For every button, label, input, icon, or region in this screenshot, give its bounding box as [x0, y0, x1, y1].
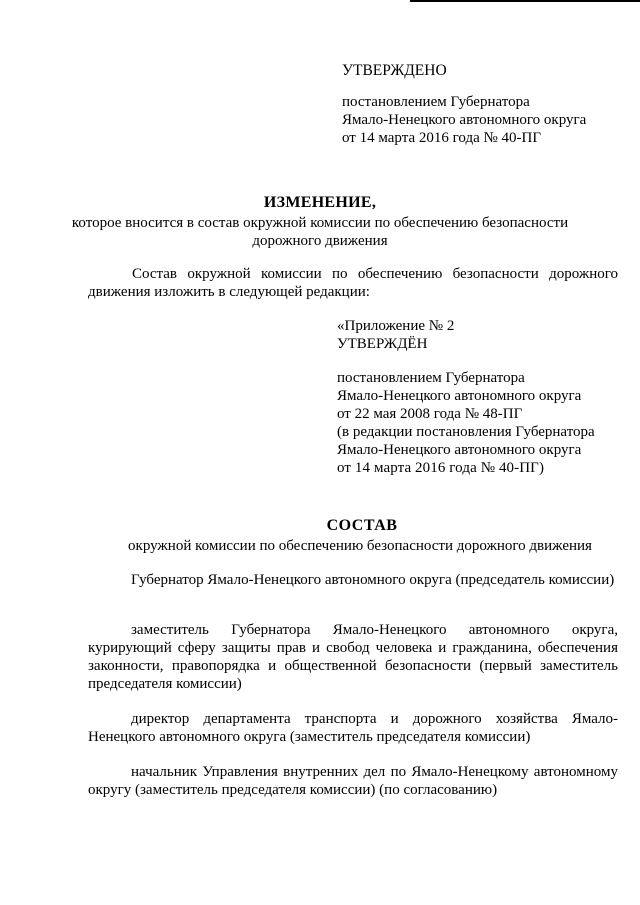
- appendix-line: «Приложение № 2: [337, 318, 455, 334]
- appendix-line: (в редакции постановления Губернатора: [337, 424, 595, 440]
- member-item: [88, 621, 618, 693]
- appendix-line: от 22 мая 2008 года № 48-ПГ: [337, 406, 523, 422]
- approval-line: от 14 марта 2016 года № 40-ПГ: [342, 130, 542, 146]
- appendix-line: постановлением Губернатора: [337, 370, 525, 386]
- approval-details: [342, 93, 622, 147]
- composition-title: СОСТАВ: [326, 517, 398, 534]
- approval-line: Ямало-Ненецкого автономного округа: [342, 112, 587, 128]
- member-item: [88, 571, 618, 589]
- top-border-line: [410, 0, 640, 2]
- member-text: начальник Управления внутренних дел по Ямало-Ненецкому автономному округу (заместитель председателя комиссии) (по согласованию): [88, 764, 618, 798]
- approval-heading: УТВЕРЖДЕНО: [342, 62, 447, 79]
- appendix-line: УТВЕРЖДЁН: [337, 336, 428, 352]
- intro-paragraph: Состав окружной комиссии по обеспечению безопасности дорожного движения изложить в следующей редакции:: [88, 266, 618, 300]
- appendix-line: Ямало-Ненецкого автономного округа: [337, 442, 582, 458]
- appendix-block: [337, 317, 627, 477]
- composition-subtitle: окружной комиссии по обеспечению безопасности дорожного движения: [128, 538, 592, 554]
- change-title: ИЗМЕНЕНИЕ,: [263, 194, 377, 211]
- appendix-line: Ямало-Ненецкого автономного округа: [337, 388, 582, 404]
- approval-line: постановлением Губернатора: [342, 94, 530, 110]
- member-item: [88, 710, 618, 746]
- member-text: директор департамента транспорта и дорожного хозяйства Ямало-Ненецкого автономного округа (заместитель председателя комиссии): [88, 711, 618, 745]
- change-subtitle: которое вносится в состав окружной комиссии по обеспечению безопасности дорожного движения: [71, 215, 569, 249]
- appendix-line: от 14 марта 2016 года № 40-ПГ): [337, 460, 545, 476]
- member-text: Губернатор Ямало-Ненецкого автономного округа (председатель комиссии): [131, 572, 615, 588]
- member-text: заместитель Губернатора Ямало-Ненецкого автономного округа, курирующий сферу защиты прав и свобод человека и гражданина, обеспечения законности, правопорядка и общественной безопасности (первый заместитель председателя комиссии): [88, 622, 618, 692]
- member-item: [88, 763, 618, 799]
